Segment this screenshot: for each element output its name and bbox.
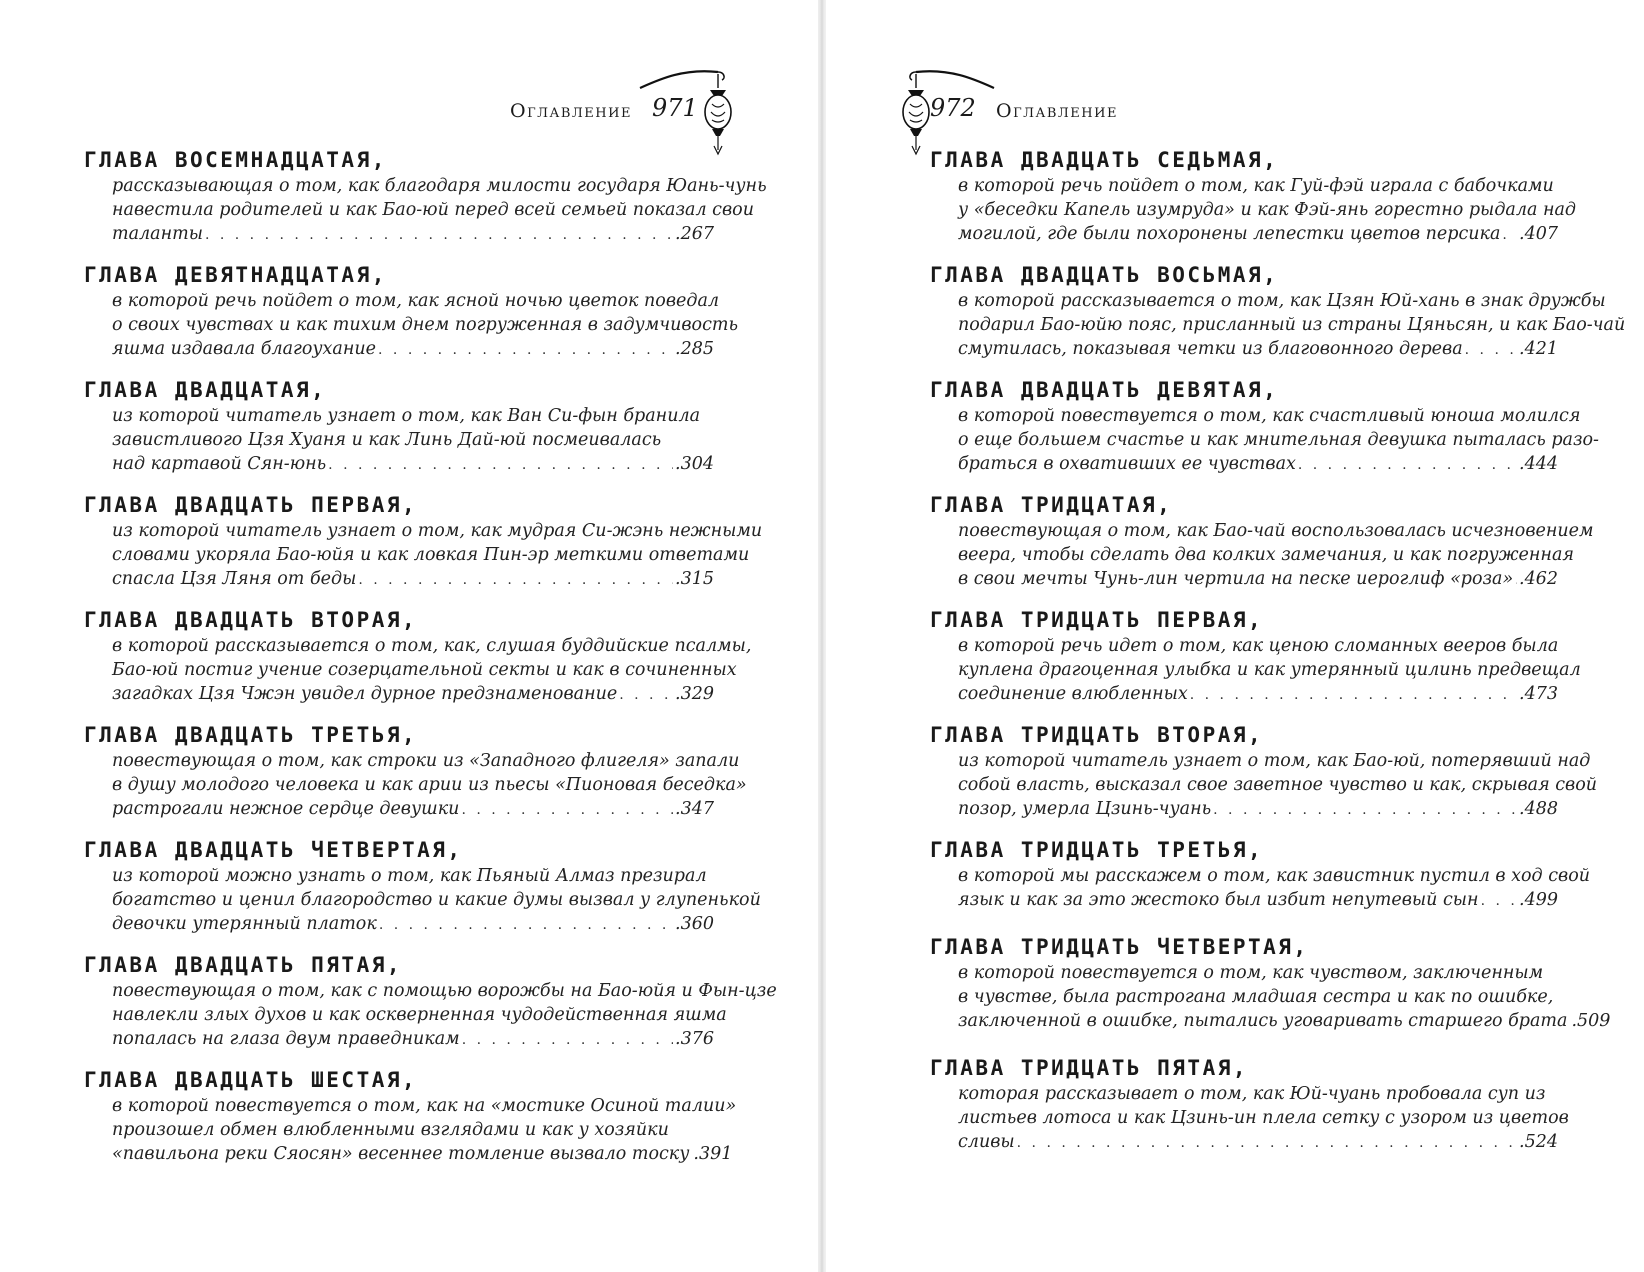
- chapter-heading: ГЛАВА ТРИДЦАТЬ ПЕРВАЯ,: [930, 608, 1264, 632]
- page-reference[interactable]: .407: [1519, 224, 1558, 244]
- left-toc: [84, 146, 777, 1181]
- description-line: в которой рассказывается о том, как, слушая буддийские псалмы,: [112, 636, 752, 656]
- page-reference[interactable]: .509: [1571, 1011, 1611, 1031]
- toc-entry[interactable]: [84, 1066, 737, 1167]
- page-reference[interactable]: .473: [1519, 684, 1558, 704]
- chapter-description: [930, 174, 1577, 247]
- description-line: куплена драгоценная улыбка и как утерянный цилинь предвещал: [958, 660, 1581, 680]
- dot-leader: [1502, 223, 1517, 247]
- description-line: произошел обмен влюбленными взглядами и как у хозяйки: [112, 1120, 669, 1140]
- description-line: из которой читатель узнает о том, как мудрая Си-жэнь нежными: [112, 521, 763, 541]
- toc-entry[interactable]: [930, 836, 1590, 913]
- page-reference[interactable]: .462: [1519, 569, 1558, 589]
- dot-leader: [462, 1028, 673, 1052]
- description-last-line: [958, 452, 1558, 477]
- description-line: подарил Бао-юйю пояс, присланный из страны Цяньсян, и как Бао-чай: [958, 315, 1626, 335]
- description-line: в которой повествуется о том, как счастливый юноша молился: [958, 406, 1581, 426]
- dot-leader: [1298, 453, 1517, 477]
- chapter-heading: ГЛАВА ДВАДЦАТЬ ШЕСТАЯ,: [84, 1068, 418, 1092]
- chapter-description: [930, 404, 1599, 477]
- description-line: навлекли злых духов и как оскверненная чудодейственная яшма: [112, 1005, 727, 1025]
- chapter-heading: ГЛАВА ДВАДЦАТЬ ТРЕТЬЯ,: [84, 723, 418, 747]
- dot-leader: [378, 338, 673, 362]
- chapter-description: [84, 289, 739, 362]
- description-line: листьев лотоса и как Цзинь-ин плела сетку с узором из цветов: [958, 1108, 1569, 1128]
- page-number: 972: [930, 94, 976, 122]
- toc-entry[interactable]: [930, 491, 1594, 592]
- chapter-description: [930, 864, 1590, 913]
- description-line: яшма издавала благоухание: [112, 339, 377, 359]
- chapter-heading: ГЛАВА ТРИДЦАТАЯ,: [930, 493, 1173, 517]
- description-last-line: [958, 1009, 1611, 1034]
- lantern-ornament-icon: [638, 66, 748, 156]
- chapter-heading: ГЛАВА ДВАДЦАТЬ ЧЕТВЕРТАЯ,: [84, 838, 463, 862]
- chapter-description: [84, 404, 714, 477]
- toc-entry[interactable]: [930, 1054, 1569, 1155]
- page-reference[interactable]: .524: [1519, 1132, 1558, 1152]
- chapter-heading: ГЛАВА ДВАДЦАТЬ ПЯТАЯ,: [84, 953, 403, 977]
- dot-leader: [358, 568, 673, 592]
- toc-entry[interactable]: [930, 146, 1577, 247]
- description-line: о еще большем счастье и как мнительная девушка пыталась разо-: [958, 430, 1599, 450]
- description-line: над картавой Сян-юнь: [112, 454, 327, 474]
- description-line: повествующая о том, как строки из «Западного флигеля» запали: [112, 751, 740, 771]
- description-last-line: [958, 888, 1558, 913]
- description-line: богатство и ценил благородство и какие думы вызвал у глупенькой: [112, 890, 761, 910]
- description-line: растрогали нежное сердце девушки: [112, 799, 460, 819]
- description-line: завистливого Цзя Хуаня и как Линь Дай-юй посмеивалась: [112, 430, 662, 450]
- toc-entry[interactable]: [84, 376, 714, 477]
- chapter-heading: ГЛАВА ДВАДЦАТЬ СЕДЬМАЯ,: [930, 148, 1279, 172]
- toc-entry[interactable]: [84, 491, 763, 592]
- chapter-heading: ГЛАВА ДВАДЦАТЬ ВОСЬМАЯ,: [930, 263, 1279, 287]
- page-reference[interactable]: .360: [675, 914, 714, 934]
- dot-leader: [205, 223, 673, 247]
- description-last-line: [958, 337, 1558, 362]
- description-last-line: [112, 912, 714, 937]
- dot-leader: [1515, 568, 1517, 592]
- chapter-description: [930, 289, 1626, 362]
- dot-leader: [379, 913, 673, 937]
- chapter-description: [84, 174, 767, 247]
- description-last-line: [958, 567, 1558, 592]
- page-reference[interactable]: .391: [693, 1144, 733, 1164]
- toc-entry[interactable]: [84, 721, 747, 822]
- dot-leader: [461, 798, 673, 822]
- chapter-heading: ГЛАВА ДВАДЦАТЬ ВТОРАЯ,: [84, 608, 418, 632]
- description-line: веера, чтобы сделать два колких замечания, и как погруженная: [958, 545, 1574, 565]
- chapter-heading: ГЛАВА ТРИДЦАТЬ ВТОРАЯ,: [930, 723, 1264, 747]
- description-line: навестила родителей и как Бао-юй перед всей семьей показал свои: [112, 200, 754, 220]
- description-line: позор, умерла Цзинь-чуань: [958, 799, 1212, 819]
- toc-entry[interactable]: [930, 933, 1611, 1034]
- chapter-heading: ГЛАВА ДВАДЦАТАЯ,: [84, 378, 327, 402]
- description-last-line: [958, 222, 1558, 247]
- description-line: сливы: [958, 1132, 1015, 1152]
- dot-leader: [1017, 1131, 1517, 1155]
- toc-entry[interactable]: [84, 146, 767, 247]
- toc-entry[interactable]: [930, 376, 1599, 477]
- running-title: Оглавление: [510, 100, 632, 122]
- chapter-heading: ГЛАВА ВОСЕМНАДЦАТАЯ,: [84, 148, 387, 172]
- page-reference[interactable]: .347: [675, 799, 714, 819]
- description-line: соединение влюбленных: [958, 684, 1188, 704]
- left-running-head: [510, 84, 770, 154]
- description-line: в которой повествуется о том, как на «мостике Осиной талии»: [112, 1096, 737, 1116]
- description-line: рассказывающая о том, как благодаря милости государя Юань-чунь: [112, 176, 767, 196]
- page-reference[interactable]: .488: [1519, 799, 1558, 819]
- chapter-description: [84, 519, 763, 592]
- toc-entry[interactable]: [84, 261, 739, 362]
- description-line: повествующая о том, как Бао-чай воспользовалась исчезновением: [958, 521, 1594, 541]
- chapter-description: [930, 1082, 1569, 1155]
- description-line: Бао-юй постиг учение созерцательной секты и как в сочиненных: [112, 660, 737, 680]
- description-line: в свои мечты Чунь-лин чертила на песке иероглиф «роза»: [958, 569, 1514, 589]
- page-reference[interactable]: .267: [675, 224, 714, 244]
- toc-entry[interactable]: [84, 836, 761, 937]
- toc-entry[interactable]: [930, 606, 1581, 707]
- description-last-line: [112, 337, 714, 362]
- description-line: «павильона реки Сяосян» весеннее томление вызвало тоску: [112, 1144, 690, 1164]
- chapter-heading: ГЛАВА ДЕВЯТНАДЦАТАЯ,: [84, 263, 387, 287]
- description-line: в которой мы расскажем о том, как завистник пустил в ход свой: [958, 866, 1590, 886]
- running-title: Оглавление: [996, 100, 1118, 122]
- toc-entry[interactable]: [930, 721, 1598, 822]
- description-line: язык и как за это жестоко был избит непутевый сын: [958, 890, 1479, 910]
- dot-leader: [1481, 889, 1517, 913]
- dot-leader: [1213, 798, 1517, 822]
- description-line: спасла Цзя Ляня от беды: [112, 569, 357, 589]
- description-last-line: [112, 682, 714, 707]
- dot-leader: [1190, 683, 1517, 707]
- page-reference[interactable]: .285: [675, 339, 714, 359]
- description-line: словами укоряла Бао-юйя и как ловкая Пин-эр меткими ответами: [112, 545, 750, 565]
- description-last-line: [958, 1130, 1558, 1155]
- description-line: в которой рассказывается о том, как Цзян Юй-хань в знак дружбы: [958, 291, 1606, 311]
- description-line: девочки утерянный платок: [112, 914, 377, 934]
- page-reference[interactable]: .315: [675, 569, 714, 589]
- chapter-description: [930, 749, 1598, 822]
- page-reference[interactable]: .329: [675, 684, 714, 704]
- chapter-description: [84, 1094, 737, 1167]
- chapter-description: [84, 749, 747, 822]
- description-last-line: [112, 452, 714, 477]
- chapter-description: [84, 864, 761, 937]
- right-toc: [930, 146, 1626, 1169]
- description-line: в чувстве, была растрогана младшая сестра и как по ошибке,: [958, 987, 1554, 1007]
- description-line: из которой читатель узнает о том, как Ван Си-фын бранила: [112, 406, 701, 426]
- chapter-heading: ГЛАВА ТРИДЦАТЬ ПЯТАЯ,: [930, 1056, 1249, 1080]
- toc-entry[interactable]: [930, 261, 1626, 362]
- description-line: повествующая о том, как с помощью ворожбы на Бао-юйя и Фын-цзе: [112, 981, 777, 1001]
- description-line: собой власть, высказал свое заветное чувство и как, скрывая свой: [958, 775, 1598, 795]
- chapter-description: [930, 634, 1581, 707]
- chapter-heading: ГЛАВА ДВАДЦАТЬ ДЕВЯТАЯ,: [930, 378, 1279, 402]
- right-running-head: [886, 84, 1146, 154]
- description-line: в душу молодого человека и как арии из пьесы «Пионовая беседка»: [112, 775, 747, 795]
- description-last-line: [958, 797, 1558, 822]
- description-line: из которой читатель узнает о том, как Бао-юй, потерявший над: [958, 751, 1591, 771]
- dot-leader: [328, 453, 673, 477]
- page-number: 971: [652, 94, 698, 122]
- description-line: которая рассказывает о том, как Юй-чуань пробовала суп из: [958, 1084, 1546, 1104]
- chapter-description: [930, 961, 1611, 1034]
- page-reference[interactable]: .304: [675, 454, 714, 474]
- toc-entry[interactable]: [84, 951, 777, 1052]
- dot-leader: [1465, 338, 1517, 362]
- description-line: из которой можно узнать о том, как Пьяный Алмаз презирал: [112, 866, 707, 886]
- description-last-line: [112, 1142, 733, 1167]
- chapter-description: [84, 634, 752, 707]
- page-reference[interactable]: .499: [1519, 890, 1558, 910]
- description-last-line: [112, 567, 714, 592]
- description-line: загадках Цзя Чжэн увидел дурное предзнаменование: [112, 684, 618, 704]
- description-last-line: [112, 1027, 714, 1052]
- toc-entry[interactable]: [84, 606, 752, 707]
- page-reference[interactable]: .421: [1519, 339, 1558, 359]
- description-line: у «беседки Капель изумруда» и как Фэй-янь горестно рыдала над: [958, 200, 1577, 220]
- description-line: в которой речь пойдет о том, как Гуй-фэй играла с бабочками: [958, 176, 1554, 196]
- chapter-heading: ГЛАВА ТРИДЦАТЬ ЧЕТВЕРТАЯ,: [930, 935, 1309, 959]
- description-line: в которой речь идет о том, как ценою сломанных вееров была: [958, 636, 1559, 656]
- chapter-heading: ГЛАВА ДВАДЦАТЬ ПЕРВАЯ,: [84, 493, 418, 517]
- dot-leader: [619, 683, 673, 707]
- description-line: в которой повествуется о том, как чувством, заключенным: [958, 963, 1544, 983]
- chapter-description: [930, 519, 1594, 592]
- description-last-line: [958, 682, 1558, 707]
- description-line: о своих чувствах и как тихим днем погруженная в задумчивость: [112, 315, 739, 335]
- description-line: таланты: [112, 224, 203, 244]
- description-last-line: [112, 222, 714, 247]
- page-reference[interactable]: .444: [1519, 454, 1558, 474]
- description-last-line: [112, 797, 714, 822]
- description-line: в которой речь пойдет о том, как ясной ночью цветок поведал: [112, 291, 720, 311]
- chapter-description: [84, 979, 777, 1052]
- description-line: заключенной в ошибке, пытались уговаривать старшего брата: [958, 1011, 1568, 1031]
- chapter-heading: ГЛАВА ТРИДЦАТЬ ТРЕТЬЯ,: [930, 838, 1264, 862]
- description-line: браться в охвативших ее чувствах: [958, 454, 1296, 474]
- description-line: попалась на глаза двум праведникам: [112, 1029, 460, 1049]
- description-line: могилой, где были похоронены лепестки цветов персика: [958, 224, 1501, 244]
- description-line: смутилась, показывая четки из благовонного дерева: [958, 339, 1463, 359]
- page-reference[interactable]: .376: [675, 1029, 714, 1049]
